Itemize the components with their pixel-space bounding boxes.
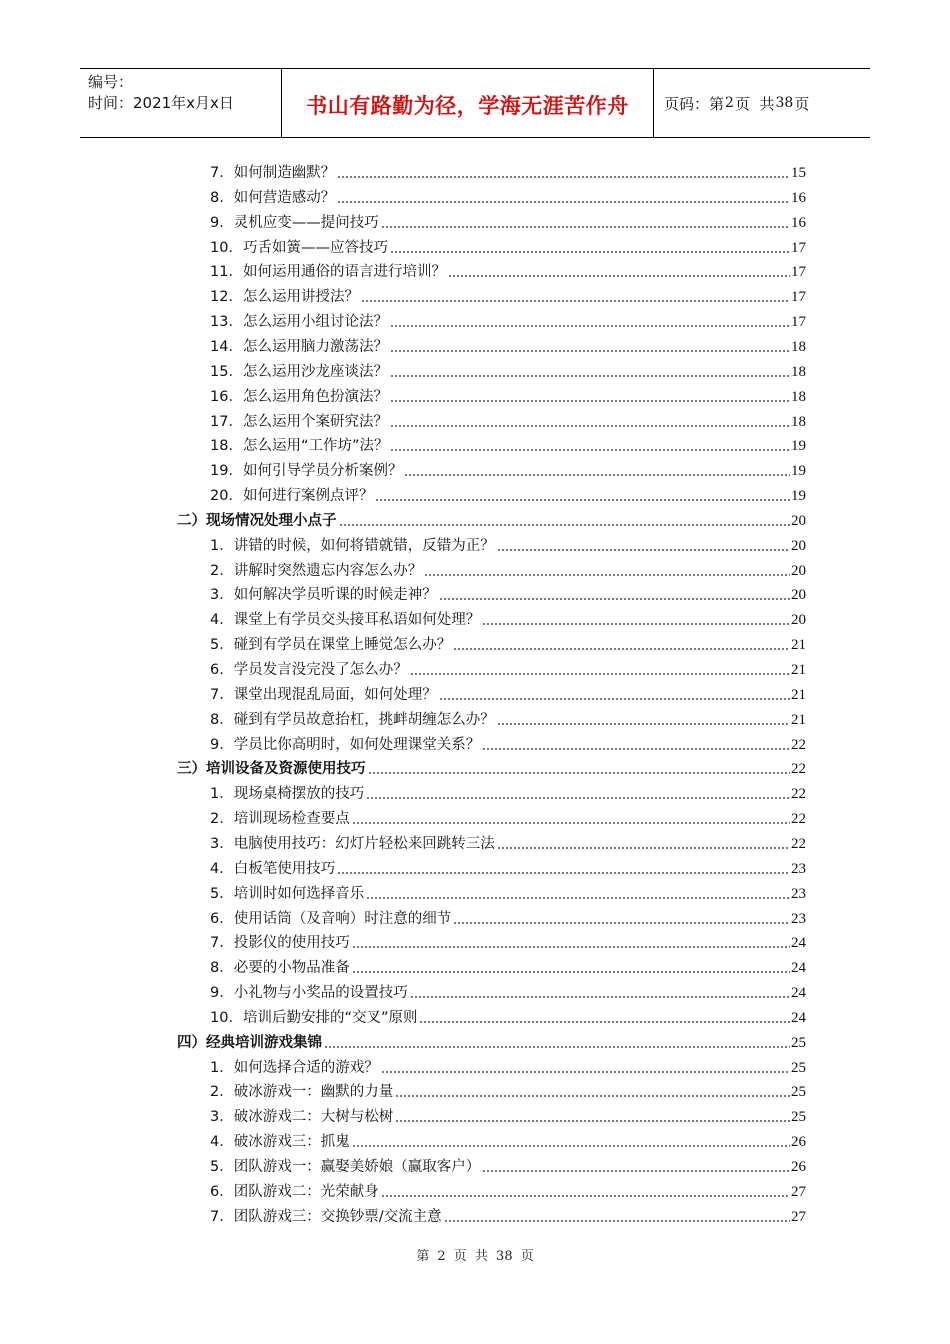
toc-entry-page: 20 [791,512,806,529]
page-total: 38 [775,95,794,111]
toc-entry-title: 8．碰到有学员故意抬杠，挑衅胡缠怎么办？ [210,711,495,728]
toc-entry-title: 16．怎么运用角色扮演法？ [210,388,388,405]
toc-entry[interactable] [210,731,806,755]
toc-entry-page: 15 [791,165,806,181]
toc-dot-leader [337,863,790,875]
toc-entry-page: 24 [791,935,806,952]
toc-entry-page: 25 [791,1109,806,1126]
toc-entry-title: 12．怎么运用讲授法？ [210,289,359,306]
toc-dot-leader [324,1037,790,1049]
toc-entry-page: 25 [791,1059,806,1076]
toc-section-entry[interactable] [177,1029,806,1053]
toc-entry-title: 7．团队游戏三：交换钞票/交流主意 [210,1208,442,1225]
toc-entry[interactable] [210,1103,806,1127]
toc-entry[interactable] [210,184,806,208]
toc-entry[interactable] [210,656,806,680]
toc-dot-leader [381,1062,790,1074]
toc-entry-page: 24 [791,985,806,1002]
toc-dot-leader [395,1086,790,1098]
toc-dot-leader [381,1186,790,1198]
toc-dot-leader [390,391,790,403]
toc-dot-leader [366,788,790,800]
toc-entry-page: 23 [791,910,806,927]
toc-entry-title: 2．破冰游戏一：幽默的力量 [210,1084,394,1101]
toc-entry-title: 6．学员发言没完没了怎么办？ [210,662,408,678]
toc-entry-page: 17 [791,239,806,256]
toc-dot-leader [482,614,790,626]
toc-entry-title: 3．电脑使用技巧：幻灯片轻松来回跳转三法 [210,835,495,852]
toc-entry-title: 4．课堂上有学员交头接耳私语如何处理？ [210,612,481,629]
toc-entry[interactable] [210,457,806,481]
toc-entry-title: 9．灵机应变——提问技巧 [210,214,379,231]
toc-dot-leader [497,540,790,552]
toc-entry-page: 22 [791,835,806,852]
toc-entry-page: 25 [791,1034,806,1051]
toc-dot-leader [390,316,790,328]
toc-entry[interactable] [210,1078,806,1102]
toc-entry[interactable] [210,1153,806,1177]
toc-entry-page: 22 [791,761,806,778]
toc-section-entry[interactable] [177,507,806,531]
toc-dot-leader [390,341,790,353]
toc-entry[interactable] [210,159,806,183]
toc-entry[interactable] [210,805,806,829]
toc-dot-leader [366,888,790,900]
toc-entry-title: 1．讲错的时候，如何将错就错，反错为正？ [210,537,495,554]
toc-dot-leader [352,937,790,949]
toc-entry-title: 2．讲解时突然遗忘内容怎么办？ [210,562,423,579]
toc-entry-page: 22 [791,786,806,803]
page-current: 2 [725,95,734,111]
toc-entry[interactable] [210,557,806,581]
toc-entry-title: 17．怎么运用个案研究法？ [210,413,388,430]
page-suffix: 页 [794,94,810,113]
toc-entry-page: 18 [791,338,806,355]
toc-entry[interactable] [210,234,806,258]
toc-entry[interactable] [210,1128,806,1152]
toc-entry-title: 7．如何制造幽默？ [210,165,336,181]
toc-entry-title: 二）现场情况处理小点子 [177,512,337,529]
toc-entry-page: 17 [791,289,806,306]
toc-entry-page: 27 [791,1183,806,1200]
toc-entry[interactable] [210,1004,806,1028]
toc-entry[interactable] [210,383,806,407]
toc-entry[interactable] [210,780,806,804]
toc-dot-leader [395,1111,790,1123]
toc-dot-leader [419,1012,790,1024]
page-header [80,68,870,138]
toc-entry-page: 25 [791,1084,806,1101]
toc-entry-page: 20 [791,562,806,579]
toc-entry-page: 20 [791,587,806,604]
toc-dot-leader [482,1161,790,1173]
toc-entry[interactable] [210,954,806,978]
page-middle: 页 共 [734,94,775,113]
toc-entry-page: 18 [791,388,806,405]
toc-entry-page: 16 [791,189,806,206]
toc-dot-leader [375,490,790,502]
toc-entry-title: 6．使用话筒（及音响）时注意的细节 [210,910,452,927]
toc-entry-title: 7．投影仪的使用技巧 [210,935,350,952]
toc-entry-title: 9．小礼物与小奖品的设置技巧 [210,985,408,1002]
toc-dot-leader [337,167,790,179]
toc-entry-page: 17 [791,314,806,331]
toc-dot-leader [439,589,790,601]
toc-entry[interactable] [210,830,806,854]
toc-section-entry[interactable] [177,755,806,779]
toc-dot-leader [410,987,790,999]
toc-entry-title: 1．现场桌椅摆放的技巧 [210,786,365,803]
toc-dot-leader [390,440,790,452]
toc-entry[interactable] [210,1178,806,1202]
toc-entry[interactable] [210,681,806,705]
toc-entry[interactable] [210,258,806,282]
toc-entry-page: 26 [791,1134,806,1151]
toc-entry-title: 10．培训后勤安排的“交叉”原则 [210,1009,418,1026]
toc-entry[interactable] [210,905,806,929]
toc-entry[interactable] [210,333,806,357]
toc-entry-title: 11．如何运用通俗的语言进行培训？ [210,264,446,281]
toc-entry-page: 21 [791,637,806,654]
page-footer: 第 2 页 共 38 页 [416,1249,534,1264]
toc-entry-title: 三）培训设备及资源使用技巧 [177,761,366,778]
toc-entry-title: 8．必要的小物品准备 [210,960,350,977]
toc-dot-leader [381,217,790,229]
toc-entry-page: 22 [791,736,806,753]
document-number-label: 编号： [88,73,134,91]
toc-entry-page: 19 [791,488,806,505]
toc-entry[interactable] [210,209,806,233]
toc-entry-page: 20 [791,612,806,629]
toc-entry-title: 4．白板笔使用技巧 [210,860,336,877]
toc-dot-leader [352,962,790,974]
toc-dot-leader [368,763,791,775]
toc-entry-title: 5．培训时如何选择音乐 [210,885,365,902]
toc-entry-title: 18．怎么运用“工作坊”法？ [210,438,389,455]
toc-entry[interactable] [210,1054,806,1078]
toc-dot-leader [352,813,790,825]
toc-entry-title: 5．团队游戏一：赢娶美娇娘（赢取客户） [210,1159,481,1175]
toc-entry-page: 19 [791,438,806,455]
toc-dot-leader [390,242,790,254]
toc-entry-title: 15．怎么运用沙龙座谈法？ [210,363,388,380]
toc-entry[interactable] [210,482,806,506]
toc-entry[interactable] [210,631,806,655]
toc-dot-leader [390,366,790,378]
toc-entry-title: 6．团队游戏二：光荣献身 [210,1183,379,1200]
toc-entry[interactable] [210,706,806,730]
page-prefix: 页码：第 [664,94,725,113]
toc-dot-leader [337,192,790,204]
toc-entry-page: 22 [791,811,806,828]
header-motto: 书山有路勤为径，学海无涯苦作舟 [282,69,654,137]
toc-dot-leader [390,416,790,428]
toc-dot-leader [352,1136,790,1148]
toc-entry-page: 24 [791,1009,806,1026]
toc-entry-page: 24 [791,960,806,977]
toc-dot-leader [404,465,790,477]
toc-entry[interactable] [210,408,806,432]
toc-entry-title: 2．培训现场检查要点 [210,811,350,828]
header-page-info [654,69,870,137]
toc-entry-title: 10．巧舌如簧——应答技巧 [210,239,388,256]
toc-entry-page: 21 [791,711,806,728]
toc-entry[interactable] [210,606,806,630]
toc-entry[interactable] [210,855,806,879]
toc-entry-page: 23 [791,885,806,902]
toc-entry-title: 1．如何选择合适的游戏？ [210,1059,379,1076]
toc-entry-title: 14．怎么运用脑力激荡法？ [210,338,388,355]
toc-dot-leader [444,1211,790,1223]
toc-entry-page: 27 [791,1208,806,1225]
toc-dot-leader [497,838,790,850]
toc-entry-title: 8．如何营造感动？ [210,189,336,206]
toc-entry-title: 3．破冰游戏二：大树与松树 [210,1109,394,1126]
toc-dot-leader [424,565,790,577]
toc-entry[interactable] [210,358,806,382]
toc-entry[interactable] [210,283,806,307]
toc-entry-title: 13．怎么运用小组讨论法？ [210,314,388,331]
toc-entry[interactable] [210,532,806,556]
toc-entry-page: 26 [791,1159,806,1175]
toc-entry-page: 20 [791,537,806,554]
toc-entry-title: 四）经典培训游戏集锦 [177,1034,322,1051]
toc-dot-leader [361,291,790,303]
toc-dot-leader [453,639,790,651]
toc-entry-title: 9．学员比你高明时，如何处理课堂关系？ [210,736,481,753]
toc-entry-page: 18 [791,413,806,430]
toc-entry-title: 19．如何引导学员分析案例？ [210,463,403,480]
toc-entry-title: 20．如何进行案例点评？ [210,488,374,505]
toc-entry[interactable] [210,432,806,456]
document-date-label: 时间：2021年x月x日 [88,94,234,112]
toc-entry-page: 21 [791,686,806,703]
toc-entry[interactable] [210,1203,806,1227]
toc-entry-title: 5．碰到有学员在课堂上睡觉怎么办？ [210,637,452,654]
toc-entry[interactable] [210,581,806,605]
toc-dot-leader [482,739,790,751]
toc-entry-title: 7．课堂出现混乱局面，如何处理？ [210,686,437,703]
toc-entry[interactable] [210,929,806,953]
toc-entry-page: 21 [791,662,806,678]
toc-dot-leader [410,664,790,676]
toc-entry[interactable] [210,979,806,1003]
toc-entry-title: 4．破冰游戏三：抓鬼 [210,1134,350,1151]
toc-dot-leader [448,266,790,278]
toc-entry-title: 3．如何解决学员听课的时候走神？ [210,587,437,604]
toc-entry-page: 16 [791,214,806,231]
toc-dot-leader [439,689,790,701]
toc-dot-leader [497,714,790,726]
toc-entry[interactable] [210,880,806,904]
toc-entry[interactable] [210,308,806,332]
toc-entry-page: 18 [791,363,806,380]
toc-dot-leader [453,913,790,925]
toc-dot-leader [339,515,791,527]
toc-entry-page: 17 [791,264,806,281]
toc-entry-page: 23 [791,860,806,877]
toc-entry-page: 19 [791,463,806,480]
header-meta [80,69,282,137]
